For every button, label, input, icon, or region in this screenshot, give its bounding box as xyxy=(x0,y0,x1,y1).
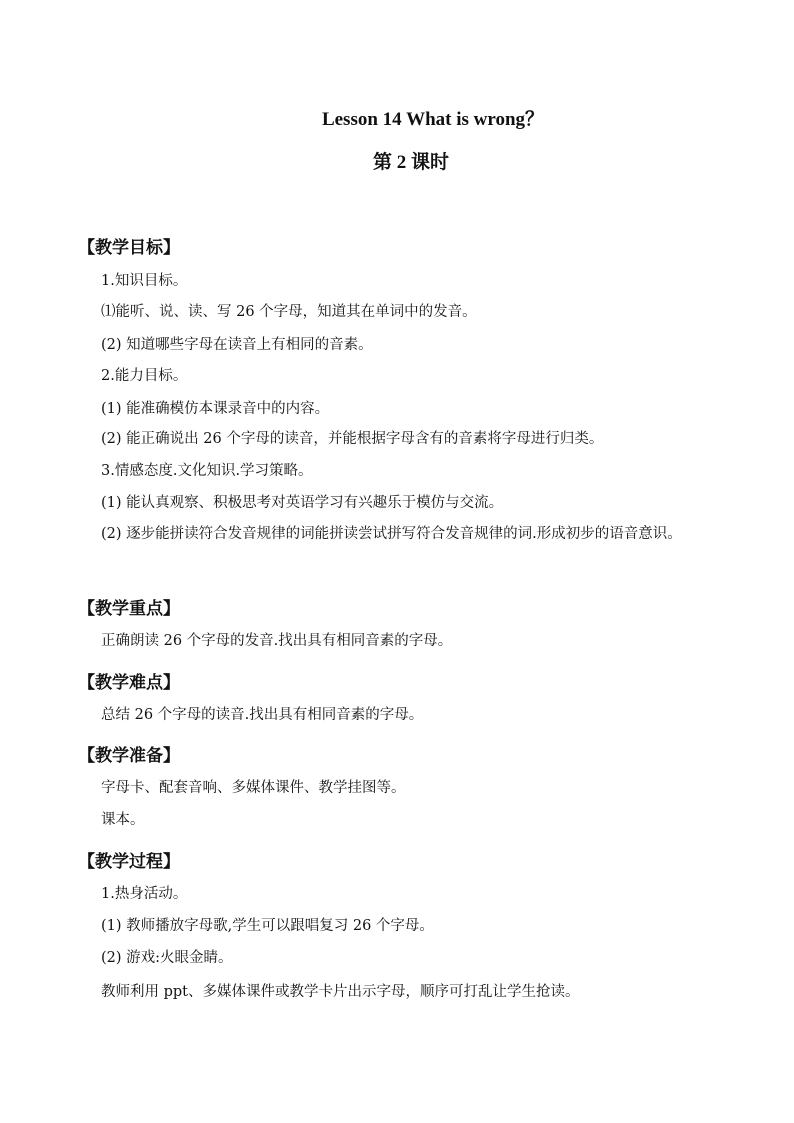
process-line: 教师利用 ppt、多媒体课件或教学卡片出示字母，顺序可打乱让学生抢读。 xyxy=(101,984,580,1000)
section-heading-difficulties: 【教学难点】 xyxy=(78,673,180,693)
section-heading-process: 【教学过程】 xyxy=(78,852,180,872)
process-line: (1) 教师播放字母歌,学生可以跟唱复习 26 个字母。 xyxy=(101,918,434,934)
objectives-line: 1.知识目标。 xyxy=(101,273,188,289)
process-line: 1.热身活动。 xyxy=(101,886,188,902)
objectives-line: (2) 知道哪些字母在读音上有相同的音素。 xyxy=(101,337,373,353)
objectives-line: (2) 能正确说出 26 个字母的读音，并能根据字母含有的音素将字母进行归类。 xyxy=(101,431,604,447)
objectives-line: (1) 能准确模仿本课录音中的内容。 xyxy=(101,401,330,417)
objectives-line: (1) 能认真观察、积极思考对英语学习有兴趣乐于模仿与交流。 xyxy=(101,495,504,511)
process-line: (2) 游戏:火眼金睛。 xyxy=(101,950,233,966)
key-points-line: 正确朗读 26 个字母的发音.找出具有相同音素的字母。 xyxy=(101,633,453,649)
objectives-line: 2.能力目标。 xyxy=(101,368,188,384)
section-heading-key-points: 【教学重点】 xyxy=(78,599,180,619)
objectives-line: ⑴能听、说、读、写 26 个字母，知道其在单词中的发音。 xyxy=(101,304,477,320)
lesson-title: Lesson 14 What is wrong？ xyxy=(321,109,545,130)
difficulties-line: 总结 26 个字母的读音.找出具有相同音素的字母。 xyxy=(101,707,424,723)
objectives-line: 3.情感态度.文化知识.学习策略。 xyxy=(101,463,313,479)
section-heading-preparation: 【教学准备】 xyxy=(78,746,180,766)
lesson-subtitle: 第 2 课时 xyxy=(372,152,449,173)
preparation-line: 课本。 xyxy=(101,812,145,828)
objectives-line: (2) 逐步能拼读符合发音规律的词能拼读尝试拼写符合发音规律的词.形成初步的语音意识。 xyxy=(101,526,682,542)
section-heading-objectives: 【教学目标】 xyxy=(78,238,180,258)
preparation-line: 字母卡、配套音响、多媒体课件、教学挂图等。 xyxy=(101,780,406,796)
